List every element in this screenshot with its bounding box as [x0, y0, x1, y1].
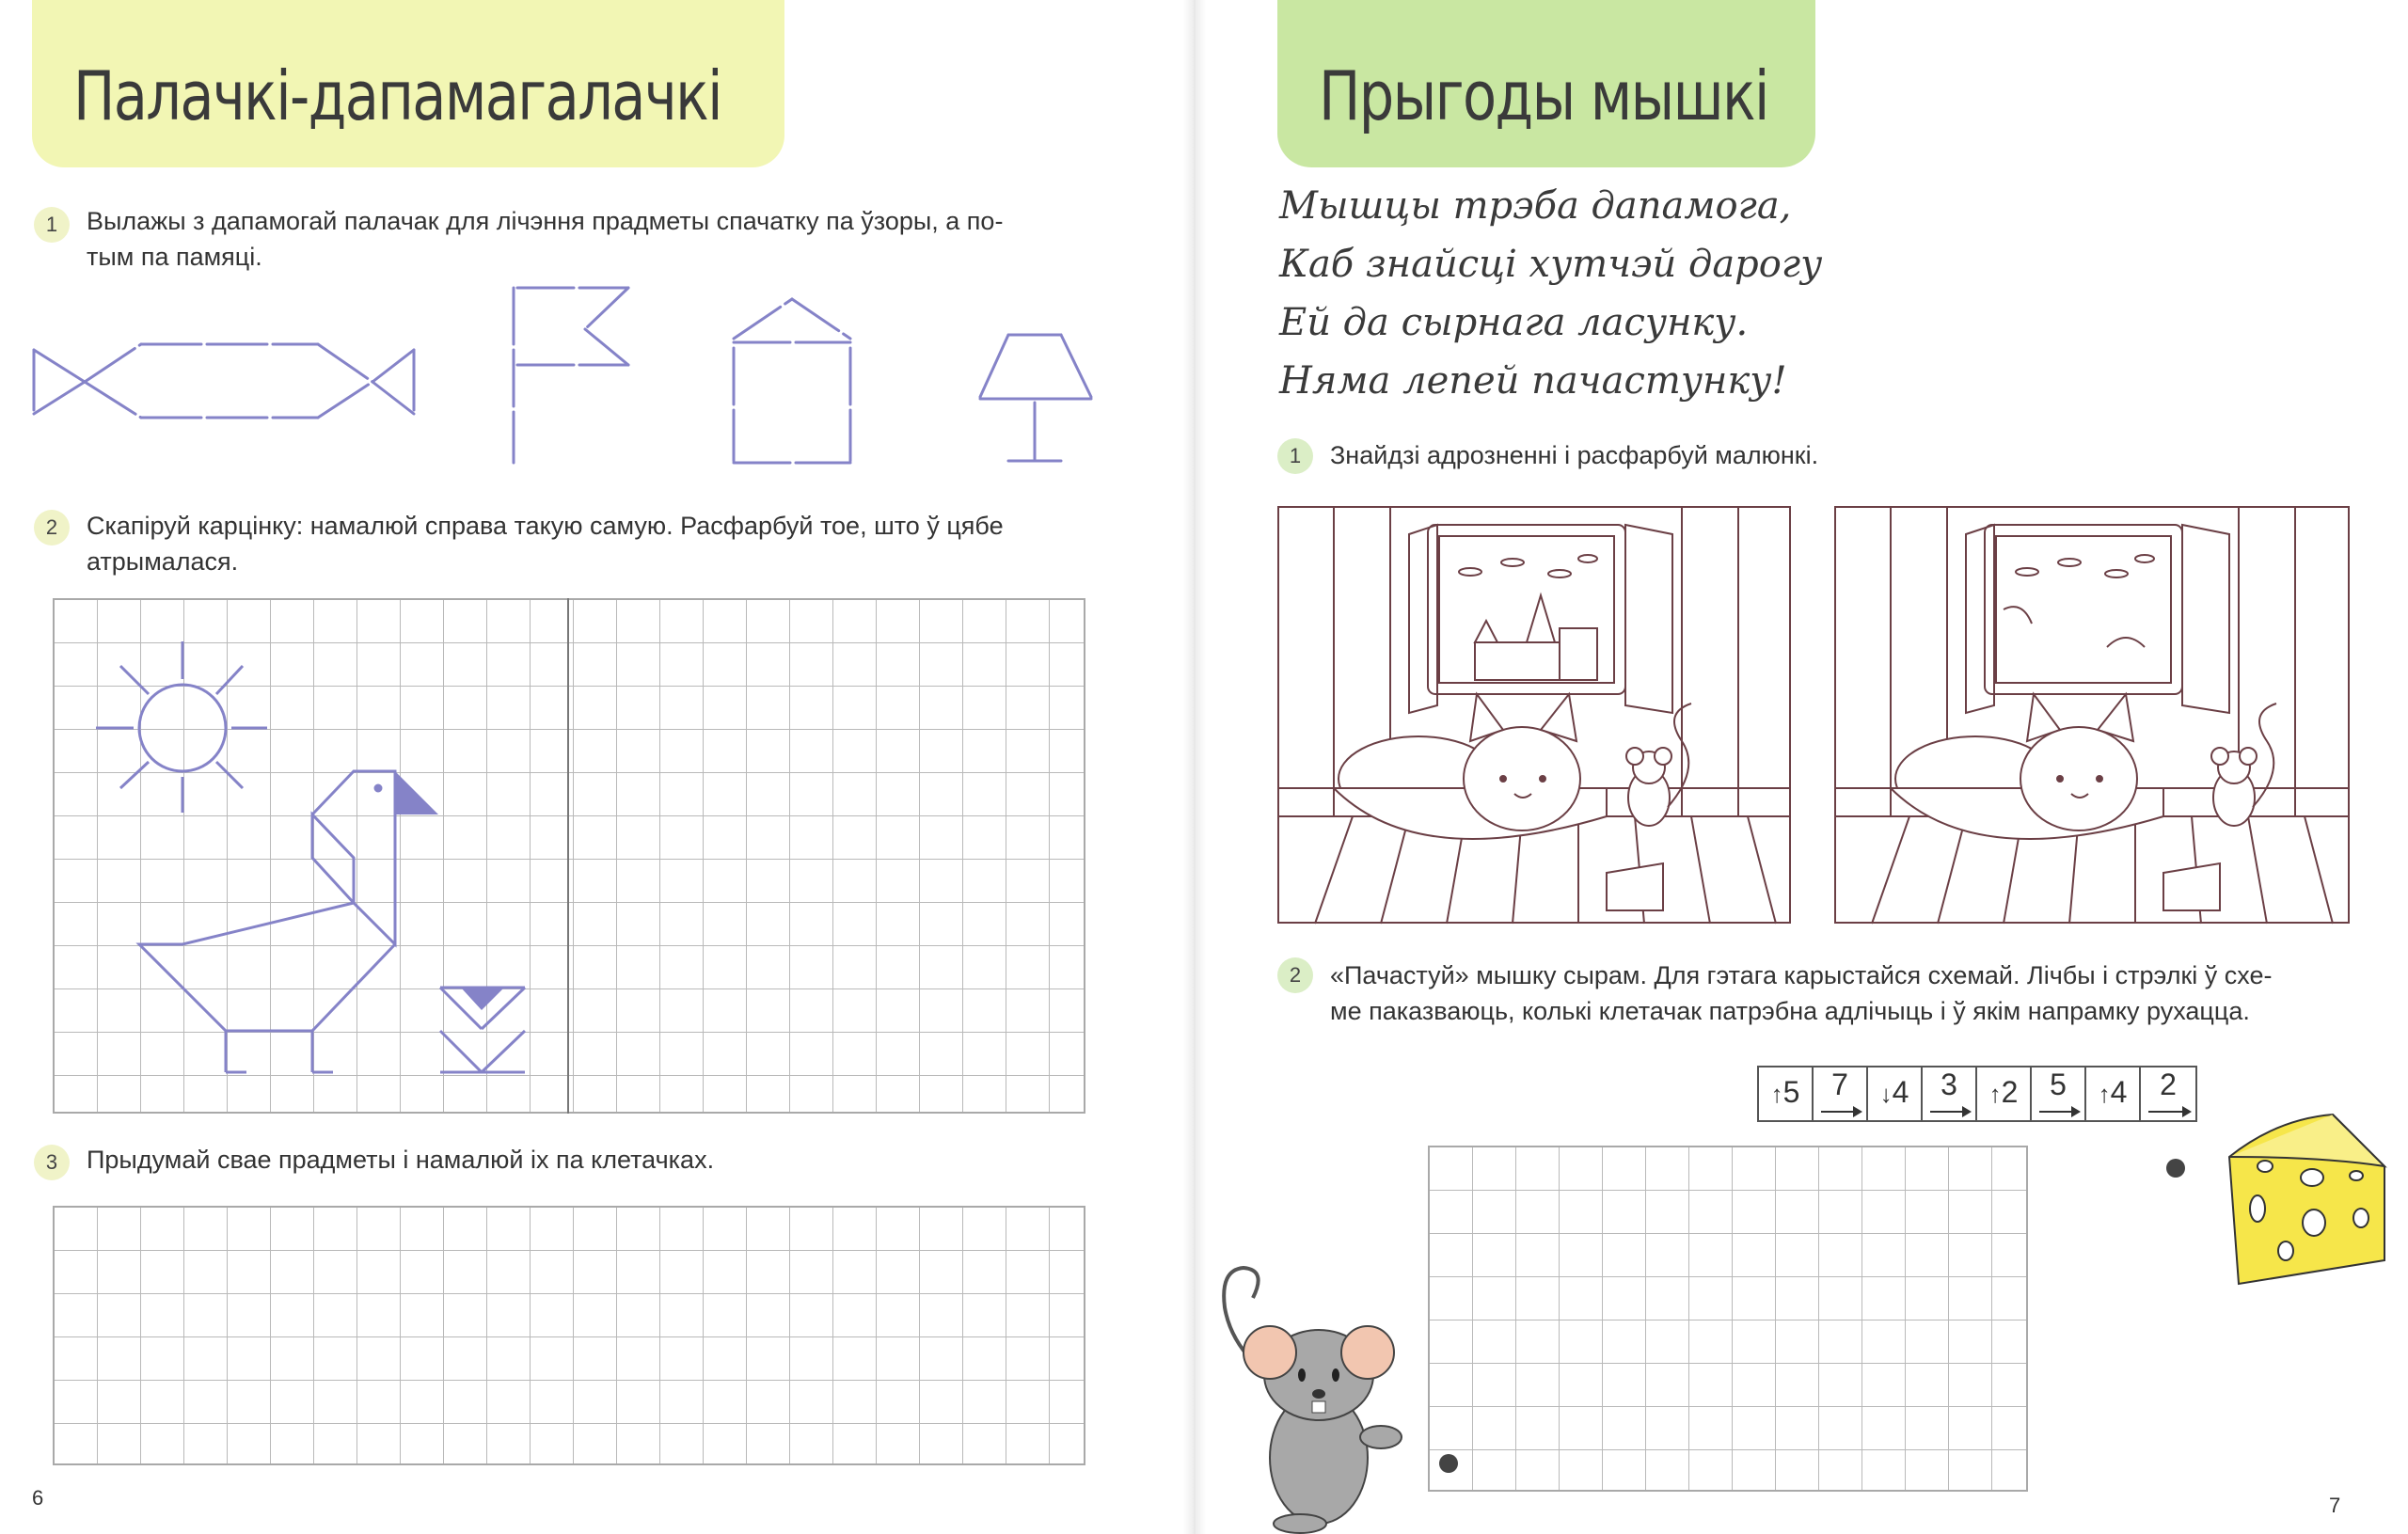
direction-scheme: [1757, 1066, 2197, 1122]
scheme-value: 2: [2160, 1067, 2177, 1101]
scheme-value: 4: [1892, 1075, 1909, 1109]
path-grid[interactable]: [1428, 1146, 2028, 1492]
scheme-cell-up: [2086, 1067, 2141, 1120]
task-number-badge: 1: [34, 207, 70, 243]
left-page-number: 6: [32, 1486, 44, 1510]
scheme-value: 2: [2001, 1075, 2019, 1109]
task-number-badge: 2: [1277, 957, 1313, 993]
scheme-cell-right: [2141, 1067, 2195, 1120]
poem-line: Няма лепей пачастунку!: [1279, 359, 1787, 403]
arrow-right-icon: [2148, 1111, 2190, 1113]
poem-line: Каб знайсці хутчэй дарогу: [1279, 243, 1823, 286]
scheme-cell-down: [1868, 1067, 1923, 1120]
arrow-down-icon: ↓: [1879, 1080, 1893, 1108]
task-1-line-2: тым па памяці.: [87, 243, 262, 271]
right-task-2-line-2: ме паказваюць, колькі клетачак патрэбна адлічыць і ў якім напрамку рухацца.: [1330, 997, 2250, 1025]
scheme-value: 5: [2050, 1067, 2067, 1101]
free-drawing-grid[interactable]: [53, 1206, 1085, 1465]
cheese-icon: [2220, 1100, 2389, 1289]
task-2-line-2: атрымалася.: [87, 547, 239, 576]
end-dot: [2166, 1159, 2185, 1178]
right-page-number: 7: [2329, 1494, 2341, 1517]
task-1-line-1: Вылажы з дапамогай палачак для лічэння прадметы спачатку па ўзоры, а по-: [87, 207, 1004, 235]
task-3-text: Прыдумай свае прадметы і намалюй іх па клетачках.: [87, 1146, 715, 1174]
arrow-right-icon: [1930, 1111, 1970, 1113]
task-number-badge: 3: [34, 1145, 70, 1180]
scheme-cell-right: [1814, 1067, 1868, 1120]
cat-mouse-picture-right[interactable]: [1834, 506, 2350, 924]
left-page-title: Палачкі-дапамагалачкі: [73, 56, 721, 135]
scheme-value: 3: [1941, 1067, 1957, 1101]
scheme-cell-right: [2032, 1067, 2086, 1120]
scheme-cell-up: [1759, 1067, 1814, 1120]
mouse-icon: [1196, 1251, 1441, 1533]
task-number-badge: 2: [34, 510, 70, 546]
right-task-2-line-1: «Пачастуй» мышку сырам. Для гэтага карыстайся схемай. Лічбы і стрэлкі ў схе-: [1330, 961, 2273, 989]
arrow-up-icon: ↑: [1770, 1080, 1783, 1108]
scheme-value: 5: [1782, 1075, 1800, 1109]
scheme-cell-up: [1977, 1067, 2032, 1120]
task-number-badge: 1: [1277, 438, 1313, 474]
right-task-2-text: [1330, 957, 2273, 1029]
right-task-1-text: Знайдзі адрозненні і расфарбуй малюнкі.: [1330, 441, 1819, 469]
task-2-line-1: Скапіруй карцінку: намалюй справа такую самую. Расфарбуй тое, што ў цябе: [87, 512, 1004, 540]
right-page-title: Прыгоды мышкі: [1319, 56, 1768, 135]
scheme-cell-right: [1923, 1067, 1977, 1120]
arrow-up-icon: ↑: [1988, 1080, 2002, 1108]
cat-mouse-picture-left[interactable]: [1277, 506, 1791, 924]
scheme-value: 4: [2110, 1075, 2128, 1109]
poem-line: Мышцы трэба дапамога,: [1279, 184, 1792, 228]
arrow-right-icon: [1821, 1111, 1861, 1113]
poem-line: Ей да сырнага ласунку.: [1279, 301, 1749, 344]
start-dot: [1439, 1454, 1458, 1473]
arrow-up-icon: ↑: [2098, 1080, 2111, 1108]
arrow-right-icon: [2039, 1111, 2079, 1113]
scheme-value: 7: [1831, 1067, 1848, 1101]
